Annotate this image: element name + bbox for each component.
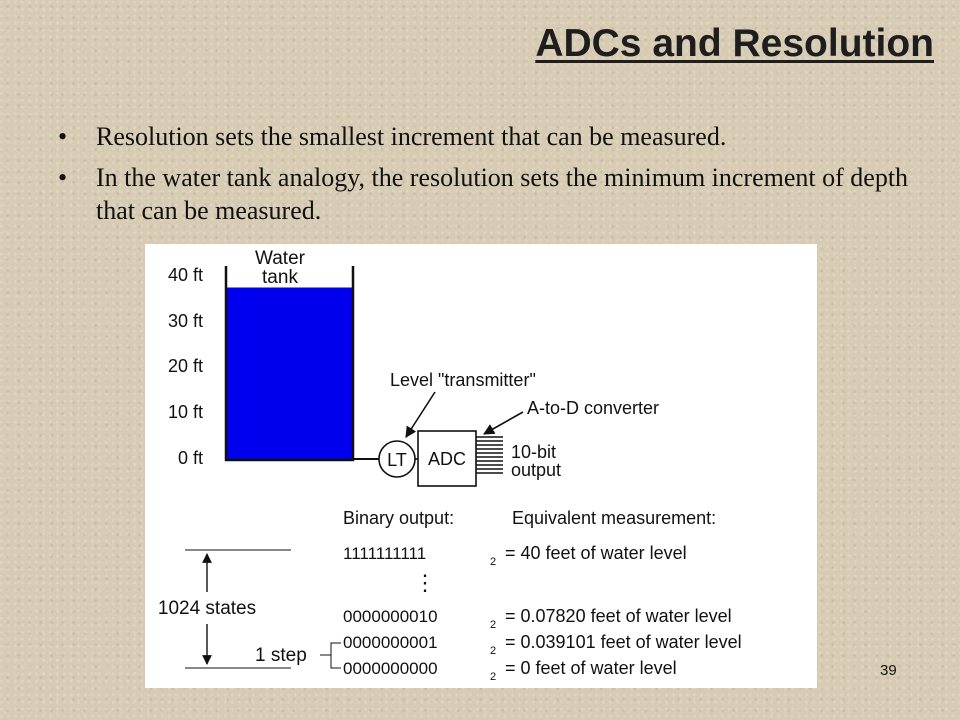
bullet-list	[58, 120, 918, 235]
table-row	[343, 606, 732, 631]
converter-label: A-to-D converter	[527, 398, 660, 418]
output-label-line1: 10-bit	[511, 442, 557, 462]
binary-header: Binary output:	[343, 508, 455, 528]
bullet-text: In the water tank analogy, the resolution sets the minimum increment of depth that can be measured.	[96, 163, 909, 225]
depth-label: 20 ft	[167, 356, 203, 376]
adc-diagram	[145, 244, 817, 688]
bullet-glyph: •	[58, 163, 68, 192]
measurement-value: = 40 feet of water level	[505, 543, 687, 563]
base-subscript: 2	[490, 671, 497, 683]
water-fill	[226, 288, 353, 461]
page-number: 39	[880, 662, 897, 679]
adc-diagram-svg	[145, 244, 817, 688]
measurement-value: = 0 feet of water level	[505, 658, 677, 678]
depth-label: 10 ft	[167, 402, 203, 422]
bullet-item	[58, 161, 918, 227]
measurement-value: = 0.07820 feet of water level	[505, 606, 732, 626]
binary-value: 0000000001	[343, 633, 438, 652]
depth-label: 0 ft	[177, 448, 203, 468]
lt-label: LT	[387, 450, 407, 470]
measurement-header: Equivalent measurement:	[512, 508, 717, 528]
measurement-value: = 0.039101 feet of water level	[505, 632, 742, 652]
states-label: 1024 states	[157, 598, 257, 619]
base-subscript: 2	[490, 645, 497, 657]
slide-title: ADCs and Resolution	[535, 22, 934, 65]
base-subscript: 2	[490, 556, 497, 568]
table-row	[343, 543, 687, 568]
table-row	[343, 658, 677, 683]
depth-label: 30 ft	[167, 311, 203, 331]
tank-label-line2: tank	[262, 267, 298, 288]
bullet-item	[58, 120, 918, 153]
table-row	[343, 632, 742, 657]
bullet-glyph: •	[58, 122, 68, 151]
binary-value: 0000000010	[343, 607, 438, 626]
converter-arrow	[484, 412, 523, 434]
base-subscript: 2	[490, 619, 497, 631]
tank-label-line1: Water	[255, 248, 305, 269]
depth-label: 40 ft	[167, 265, 203, 285]
step-label: 1 step	[255, 645, 307, 666]
binary-value: 1111111111	[343, 544, 427, 563]
output-lines	[476, 437, 503, 473]
level-transmitter-label: Level "transmitter"	[390, 370, 536, 390]
output-label-line2: output	[511, 460, 562, 480]
vertical-ellipsis: ⋮	[414, 570, 436, 595]
binary-value: 0000000000	[343, 659, 438, 678]
step-bracket	[331, 643, 341, 668]
adc-label: ADC	[427, 449, 467, 469]
bullet-text: Resolution sets the smallest increment that can be measured.	[96, 122, 727, 151]
